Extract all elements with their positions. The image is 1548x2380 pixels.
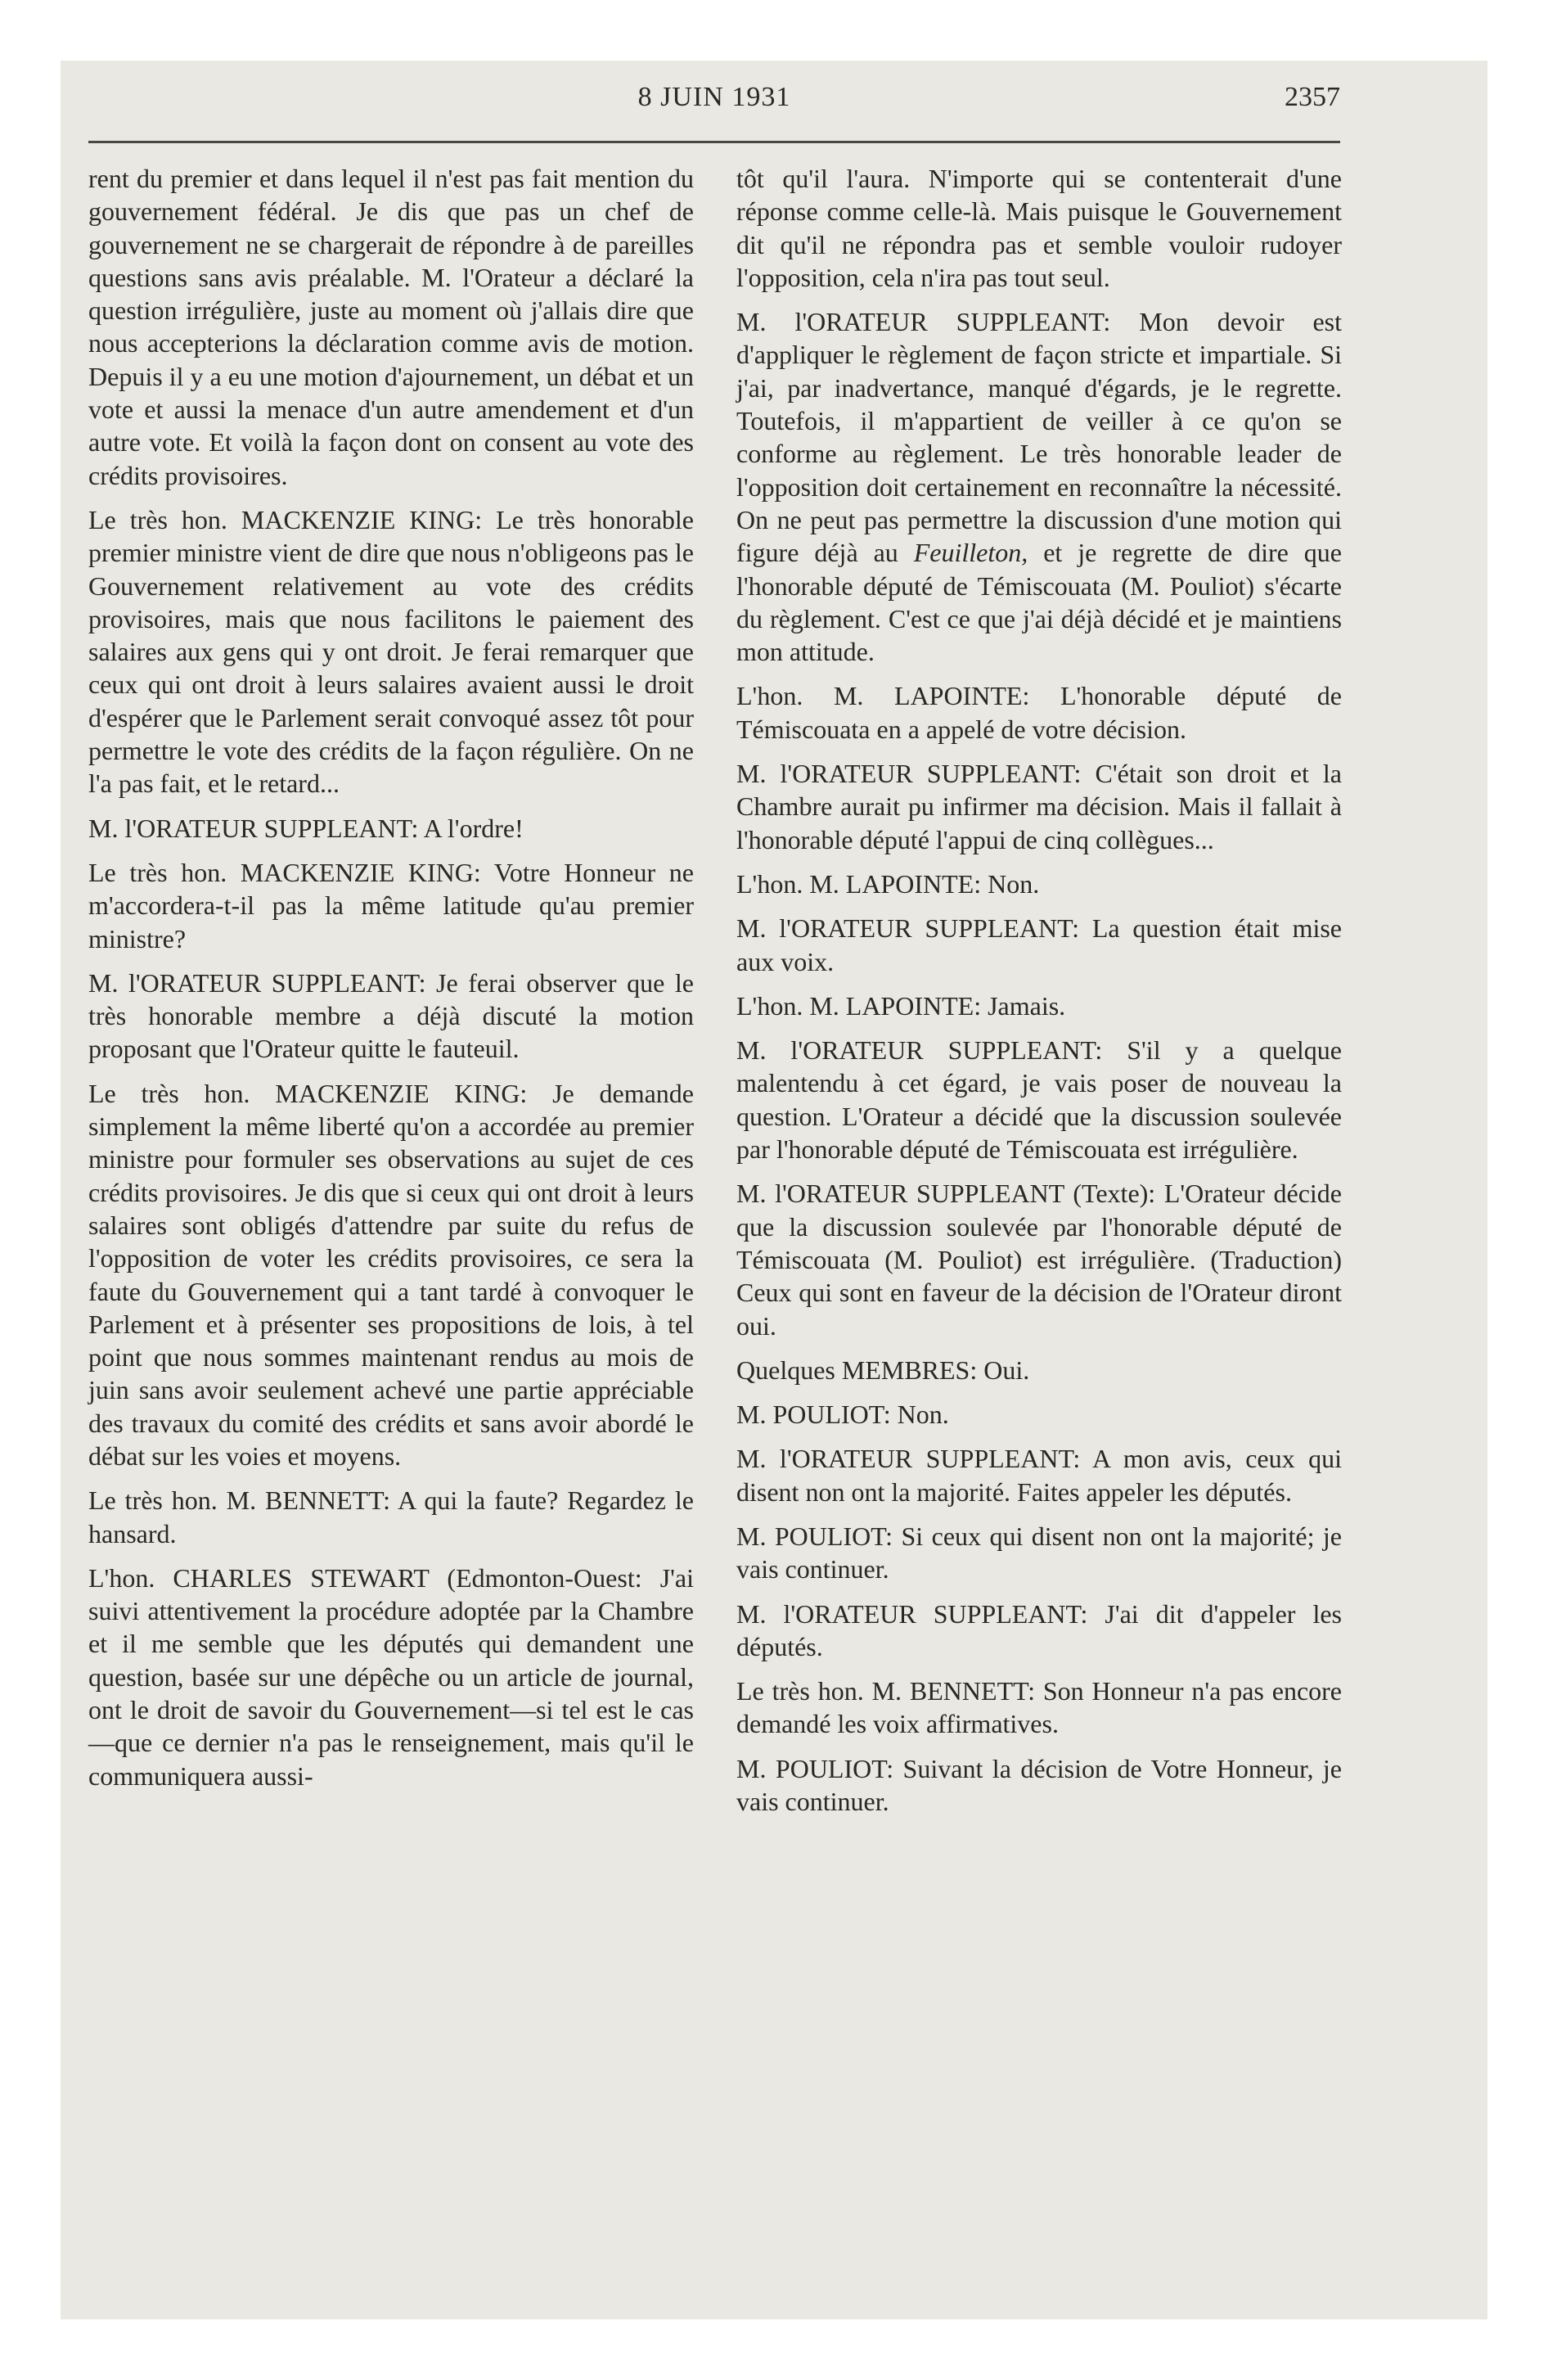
paragraph: Le très hon. MACKENZIE KING: Le très honorable premier ministre vient de dire que nous n'obligeons pas le Gouvernement relativement au vote des crédits provisoires, mais que nous facilitons le paiement des salaires aux gens qui y ont droit. Je ferai remarquer que ceux qui ont droit à leurs salaires avaient aussi le droit d'espérer que le Parlement serait convoqué assez tôt pour permettre le vote des crédits de la façon régulière. On ne l'a pas fait, et le retard... — [88, 504, 694, 799]
paragraph-text: et je regrette de dire que l'honorable député de Témiscouata (M. Pouliot) s'écarte du règlement. C'est ce que j'ai déjà décidé et je maintiens mon attitude. — [736, 538, 1343, 667]
paragraph: tôt qu'il l'aura. N'importe qui se contenterait d'une réponse comme celle-là. Mais puisque le Gouvernement dit qu'il ne répondra pas et semble vouloir rudoyer l'opposition, cela n'ira pas tout seul. — [736, 164, 1342, 292]
paragraph: M. l'ORATEUR SUPPLEANT: A l'ordre! — [88, 813, 524, 843]
paragraph: M. l'ORATEUR SUPPLEANT: Je ferai observer que le très honorable membre a déjà discuté la motion proposant que l'Orateur quitte le fauteuil. — [88, 967, 694, 1064]
feuilleton-italic: Feuilleton, — [913, 538, 1028, 568]
paragraph: M. l'ORATEUR SUPPLEANT: La question était mise aux voix. — [736, 913, 1342, 976]
paragraph: Le très hon. M. BENNETT: A qui la faute? Regardez le hansard. — [88, 1485, 694, 1548]
paragraph: M. l'ORATEUR SUPPLEANT: C'était son droit et la Chambre aurait pu infirmer ma décision. Mais il fallait à l'honorable député l'appui de cinq collègues... — [736, 759, 1342, 854]
paragraph: L'hon. M. LAPOINTE: L'honorable député de Témiscouata en a appelé de votre décision. — [736, 681, 1342, 744]
left-column — [88, 162, 694, 1804]
paragraph: Le très hon. M. BENNETT: Son Honneur n'a pas encore demandé les voix affirmatives. — [736, 1676, 1342, 1739]
paragraph: M. l'ORATEUR SUPPLEANT: J'ai dit d'appeler les députés. — [736, 1598, 1342, 1661]
paragraph — [736, 305, 1342, 668]
paragraph: M. l'ORATEUR SUPPLEANT: S'il y a quelque malentendu à cet égard, je vais poser de nouveau la question. L'Orateur a décidé que la discussion soulevée par l'honorable député de Témiscouata est irrégulière. — [736, 1035, 1342, 1165]
paragraph: Le très hon. MACKENZIE KING: Votre Honneur ne m'accordera-t-il pas la même latitude qu'au premier ministre? — [88, 857, 694, 953]
paragraph: M. POULIOT: Non. — [736, 1400, 949, 1430]
page-header — [88, 82, 1340, 115]
paragraph-text: M. l'ORATEUR SUPPLEANT: Mon devoir est d'appliquer le règlement de façon stricte et impartiale. Si j'ai, par inadvertance, manqué d'égards, je le regrette. Toutefois, il m'appartient de veiller à ce qu'on se conforme au règlement. Le très honorable leader de l'opposition doit certainement en reconnaître la nécessité. On ne peut pas permettre la discussion d'une motion qui figure déjà au — [736, 307, 1342, 568]
paragraph: M. POULIOT: Si ceux qui disent non ont la majorité; je vais continuer. — [736, 1521, 1342, 1584]
page-number: 2357 — [1285, 82, 1340, 112]
paragraph: M. l'ORATEUR SUPPLEANT: A mon avis, ceux qui disent non ont la majorité. Faites appeler les députés. — [736, 1444, 1342, 1507]
paragraph: L'hon. M. LAPOINTE: Non. — [736, 868, 1040, 899]
header-date: 8 JUIN 1931 — [637, 82, 791, 112]
paragraph: Le très hon. MACKENZIE KING: Je demande simplement la même liberté qu'on a accordée au premier ministre pour formuler ses observations au sujet de ces crédits provisoires. Je dis que si ceux qui ont droit à leurs salaires sont obligés d'attendre par suite du refus de l'opposition de voter les crédits provisoires, ce sera la faute du Gouvernement qui a tant tardé à convoquer le Parlement et à présenter ses propositions de lois, à tel point que nous sommes maintenant rendus au mois de juin sans avoir seulement achevé une partie appréciable des travaux du comité des crédits et sans avoir abordé le débat sur les voies et moyens. — [88, 1078, 694, 1471]
paragraph: M. l'ORATEUR SUPPLEANT (Texte): L'Orateur décide que la discussion soulevée par l'honorable député de Témiscouata (M. Pouliot) est irrégulière. (Traduction) Ceux qui sont en faveur de la décision de l'Orateur diront oui. — [736, 1179, 1342, 1341]
paragraph: Quelques MEMBRES: Oui. — [736, 1355, 1030, 1385]
paragraph: rent du premier et dans lequel il n'est pas fait mention du gouvernement fédéral. Je dis que pas un chef de gouvernement ne se chargerait de répondre à de pareilles questions sans avis préalable. M. l'Orateur a déclaré la question irrégulière, juste au moment où j'allais dire que nous accepterions la déclaration comme avis de motion. Depuis il y a eu une motion d'ajournement, un débat et un vote et aussi la menace d'un autre amendement et d'un autre vote. Et voilà la façon dont on consent au vote des crédits provisoires. — [88, 164, 694, 490]
right-column — [736, 162, 1342, 1829]
paragraph: L'hon. M. LAPOINTE: Jamais. — [736, 990, 1066, 1021]
header-rule — [88, 141, 1340, 143]
paragraph: L'hon. CHARLES STEWART (Edmonton-Ouest: J'ai suivi attentivement la procédure adoptée par la Chambre et il me semble que les députés qui demandent une question, basée sur une dépêche ou un article de journal, ont le droit de savoir du Gouvernement—si tel est le cas—que ce dernier n'a pas le renseignement, mais qu'il le communiquera aussi- — [88, 1562, 694, 1791]
paragraph: M. POULIOT: Suivant la décision de Votre Honneur, je vais continuer. — [736, 1753, 1342, 1817]
